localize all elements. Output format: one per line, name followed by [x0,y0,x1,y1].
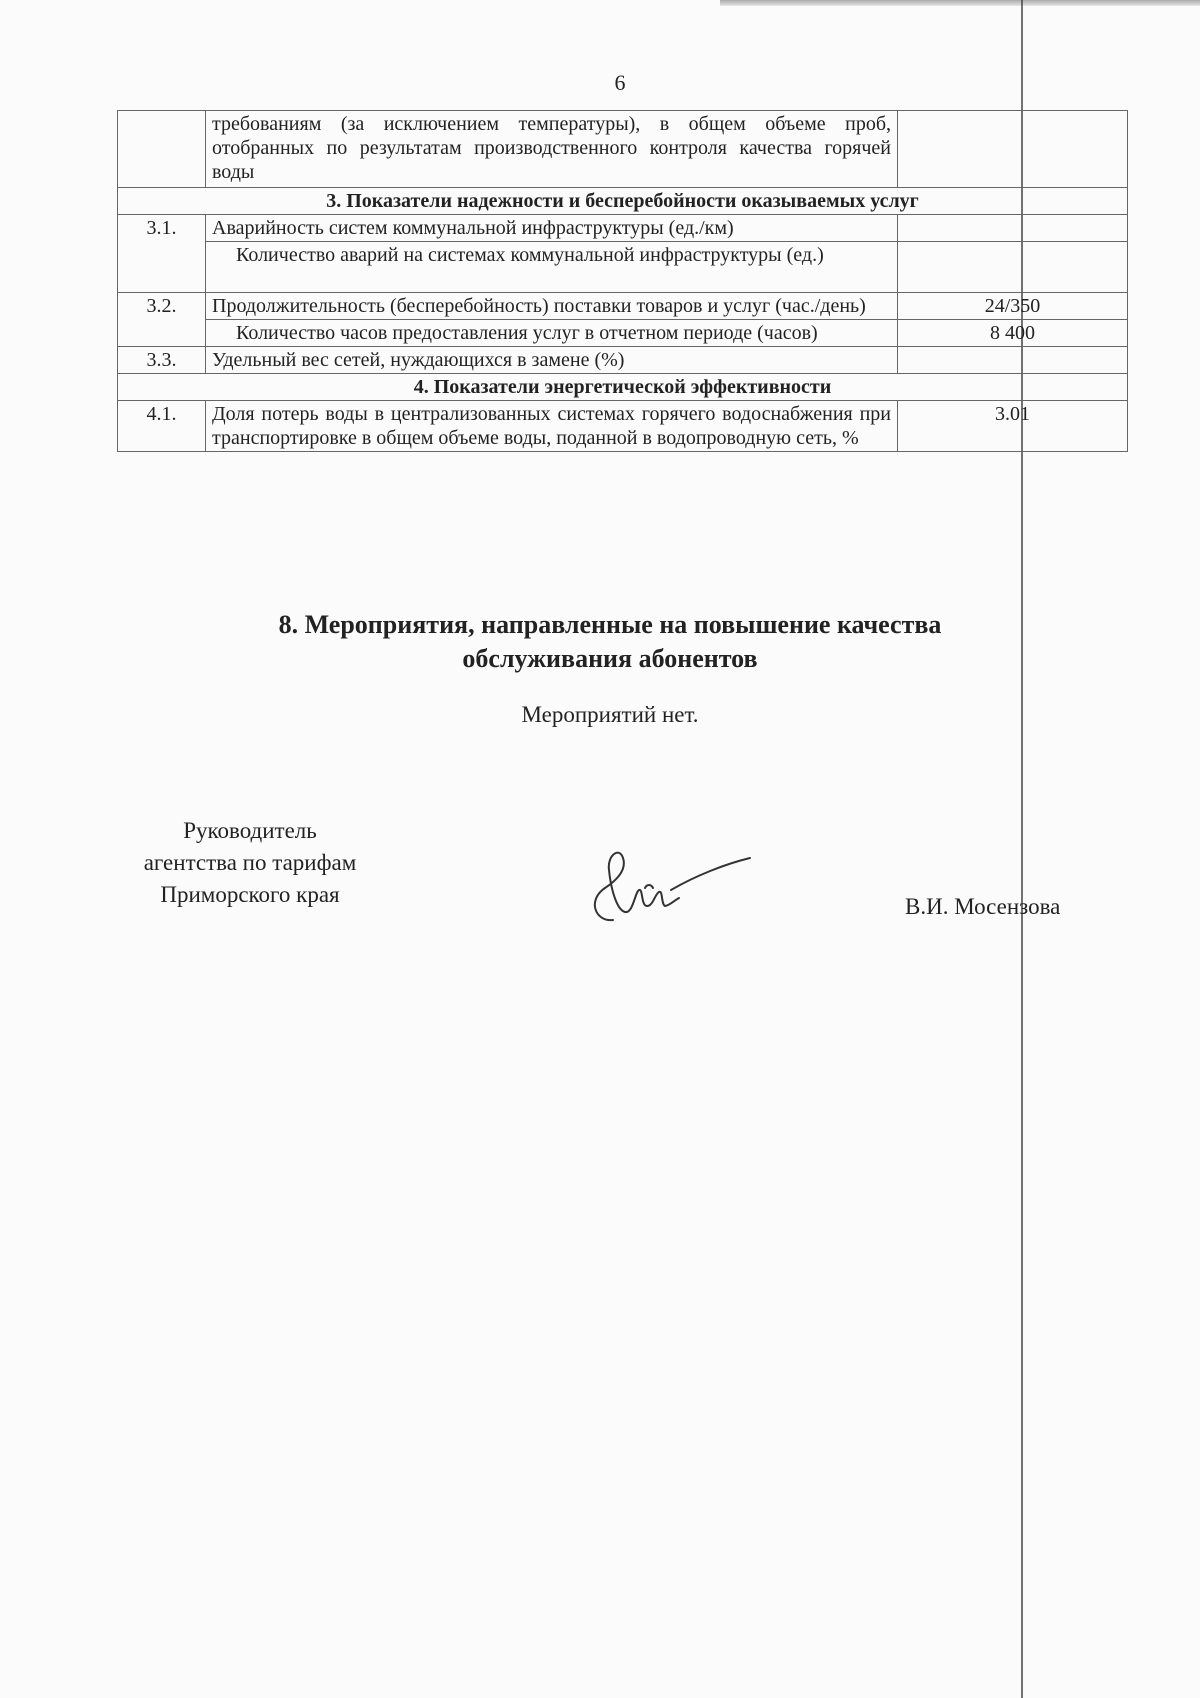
table-row [118,215,1128,242]
row-value [898,347,1128,374]
section-8-text: Мероприятий нет. [521,702,699,727]
handwritten-signature [575,840,755,930]
row-value [898,215,1128,242]
indicators-table [117,110,1128,452]
continuation-cell: требованиям (за исключением температуры), в общем объеме проб, отобранных по результатам производственного контроля качества горячей воды [206,111,898,188]
row-number: 3.1. [118,215,206,293]
table-row [118,111,1128,188]
row-number: 3.3. [118,347,206,374]
table-row [118,347,1128,374]
signer-title [100,815,400,911]
signer-name: В.И. Мосензова [905,894,1061,919]
page-number: 6 [614,70,626,95]
row-value: 24/350 [898,293,1128,320]
signer-title-line: Приморского края [160,882,340,907]
table-row [118,320,1128,347]
row-description: Удельный вес сетей, нуждающихся в замене (%) [206,347,898,374]
row-number: 4.1. [118,401,206,452]
num-cell [118,111,206,188]
row-sub-value [898,242,1128,293]
row-description: Аварийность систем коммунальной инфраструктуры (ед./км) [206,215,898,242]
section-header-row [118,374,1128,401]
table-row [118,401,1128,452]
value-cell [898,111,1128,188]
row-sub-value: 8 400 [898,320,1128,347]
row-number: 3.2. [118,293,206,347]
table-row [118,242,1128,293]
row-sub-description: Количество часов предоставления услуг в отчетном периоде (часов) [206,320,898,347]
section-header-row [118,188,1128,215]
row-value: 3.01 [898,401,1128,452]
scan-artifact-top [720,0,1200,6]
row-description: Продолжительность (бесперебойность) поставки товаров и услуг (час./день) [206,293,898,320]
row-description: Доля потерь воды в централизованных системах горячего водоснабжения при транспортировке в общем объеме воды, поданной в водопроводную сеть, % [206,401,898,452]
signer-title-line: агентства по тарифам [143,850,357,875]
section-3-title: 3. Показатели надежности и бесперебойности оказываемых услуг [118,188,1128,215]
section-4-title: 4. Показатели энергетической эффективности [118,374,1128,401]
section-8-heading: 8. Мероприятия, направленные на повышение качества обслуживания абонентов [278,610,942,673]
row-sub-description: Количество аварий на системах коммунальной инфраструктуры (ед.) [206,242,898,293]
signer-title-line: Руководитель [183,818,317,843]
table-row [118,293,1128,320]
